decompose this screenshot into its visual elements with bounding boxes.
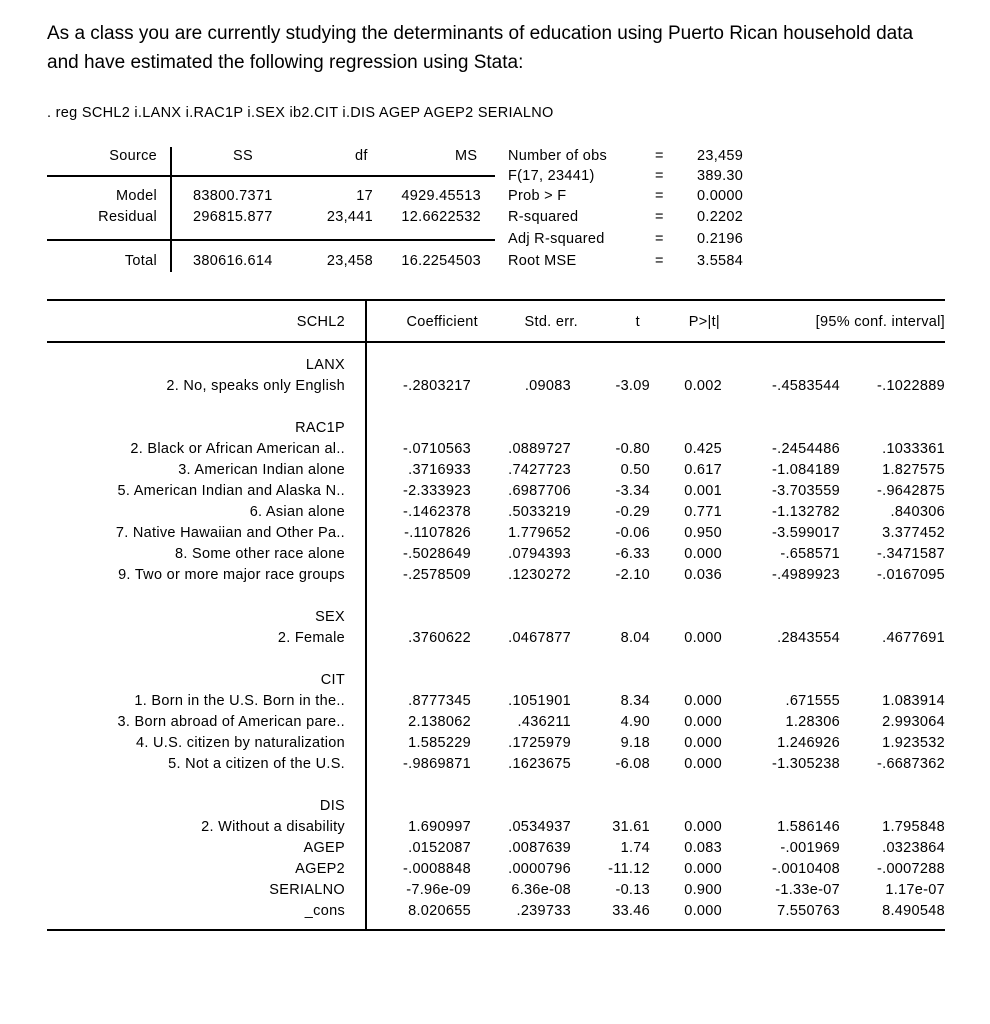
cell-hi: 8.490548 bbox=[882, 903, 945, 919]
group-header-cit bbox=[0, 670, 990, 691]
table-row bbox=[0, 691, 990, 712]
variable-label: 8. Some other race alone bbox=[174, 546, 345, 562]
stat-label: Root MSE bbox=[508, 253, 577, 269]
cell-lo: 1.246926 bbox=[777, 735, 840, 751]
group-header-sex bbox=[0, 607, 990, 628]
cell-t: 4.90 bbox=[620, 714, 650, 730]
table-row bbox=[0, 502, 990, 523]
group-header-rac1p bbox=[0, 418, 990, 439]
group-name: LANX bbox=[305, 357, 345, 373]
cell-p: 0.000 bbox=[684, 861, 722, 877]
stat-equals: = bbox=[655, 253, 664, 269]
group-header-lanx bbox=[0, 355, 990, 376]
cell-hi: 1.827575 bbox=[882, 462, 945, 478]
header-std-err: Std. err. bbox=[524, 314, 578, 330]
header-t: t bbox=[635, 314, 640, 330]
variable-label: AGEP bbox=[303, 840, 345, 856]
cell-se: .0000796 bbox=[508, 861, 571, 877]
cell-hi: -.0167095 bbox=[876, 567, 945, 583]
variable-label: SERIALNO bbox=[269, 882, 345, 898]
anova-source: Model bbox=[116, 188, 157, 204]
variable-label: 6. Asian alone bbox=[249, 504, 345, 520]
cell-hi: 1.923532 bbox=[882, 735, 945, 751]
cell-se: .239733 bbox=[516, 903, 571, 919]
cell-hi: 1.17e-07 bbox=[885, 882, 945, 898]
group-header-dis bbox=[0, 796, 990, 817]
cell-t: 8.34 bbox=[620, 693, 650, 709]
cell-p: 0.000 bbox=[684, 903, 722, 919]
divider bbox=[47, 239, 495, 241]
cell-lo: 1.586146 bbox=[777, 819, 840, 835]
cell-coef: -7.96e-09 bbox=[406, 882, 471, 898]
table-row bbox=[0, 439, 990, 460]
table-row bbox=[0, 544, 990, 565]
cell-se: .7427723 bbox=[508, 462, 571, 478]
stat-equals: = bbox=[655, 148, 664, 164]
cell-p: 0.000 bbox=[684, 714, 722, 730]
cell-t: 33.46 bbox=[612, 903, 650, 919]
cell-lo: .2843554 bbox=[777, 630, 840, 646]
table-row bbox=[0, 481, 990, 502]
variable-label: 2. Without a disability bbox=[201, 819, 345, 835]
cell-p: 0.950 bbox=[684, 525, 722, 541]
cell-hi: .4677691 bbox=[882, 630, 945, 646]
variable-label: 4. U.S. citizen by naturalization bbox=[136, 735, 345, 751]
cell-coef: .8777345 bbox=[408, 693, 471, 709]
cell-hi: 1.083914 bbox=[882, 693, 945, 709]
cell-t: -0.06 bbox=[615, 525, 650, 541]
cell-p: 0.001 bbox=[684, 483, 722, 499]
coef-header-row bbox=[0, 312, 990, 333]
cell-coef: 1.690997 bbox=[408, 819, 471, 835]
stat-equals: = bbox=[655, 231, 664, 247]
cell-se: .0467877 bbox=[508, 630, 571, 646]
anova-source: Total bbox=[124, 253, 157, 269]
stata-command: . reg SCHL2 i.LANX i.RAC1P i.SEX ib2.CIT i.DIS AGEP AGEP2 SERIALNO bbox=[47, 105, 554, 121]
stat-label: R-squared bbox=[508, 209, 579, 225]
cell-coef: .3716933 bbox=[408, 462, 471, 478]
group-name: DIS bbox=[319, 798, 345, 814]
group-name: CIT bbox=[320, 672, 345, 688]
cell-coef: -.0710563 bbox=[402, 441, 471, 457]
divider bbox=[47, 341, 945, 343]
cell-p: 0.000 bbox=[684, 546, 722, 562]
cell-se: .1051901 bbox=[508, 693, 571, 709]
cell-se: .0534937 bbox=[508, 819, 571, 835]
table-row bbox=[0, 733, 990, 754]
stat-label: Prob > F bbox=[508, 188, 567, 204]
cell-p: 0.083 bbox=[684, 840, 722, 856]
cell-hi: 3.377452 bbox=[882, 525, 945, 541]
cell-se: .0889727 bbox=[508, 441, 571, 457]
cell-se: .0087639 bbox=[508, 840, 571, 856]
cell-se: .436211 bbox=[517, 714, 571, 730]
variable-label: 3. Born abroad of American pare.. bbox=[117, 714, 345, 730]
cell-se: .09083 bbox=[524, 378, 571, 394]
group-name: SEX bbox=[315, 609, 345, 625]
cell-hi: -.6687362 bbox=[876, 756, 945, 772]
intro-line-1: As a class you are currently studying the determinants of education using Puerto Rican household data bbox=[47, 23, 914, 44]
cell-t: 0.50 bbox=[620, 462, 650, 478]
anova-ms: 12.6622532 bbox=[401, 209, 481, 225]
stat-label: F(17, 23441) bbox=[508, 168, 595, 184]
table-row bbox=[0, 901, 990, 922]
cell-hi: -.1022889 bbox=[876, 378, 945, 394]
cell-hi: -.3471587 bbox=[876, 546, 945, 562]
anova-df: 23,441 bbox=[326, 209, 373, 225]
cell-p: 0.617 bbox=[684, 462, 722, 478]
table-row bbox=[0, 880, 990, 901]
stat-value: 23,459 bbox=[697, 148, 744, 164]
stat-equals: = bbox=[655, 188, 664, 204]
table-row bbox=[0, 628, 990, 649]
cell-coef: .0152087 bbox=[408, 840, 471, 856]
divider bbox=[47, 175, 495, 177]
table-row bbox=[0, 859, 990, 880]
variable-label: AGEP2 bbox=[295, 861, 345, 877]
anova-source: Residual bbox=[98, 209, 157, 225]
cell-t: -0.29 bbox=[615, 504, 650, 520]
cell-lo: -.4583544 bbox=[771, 378, 840, 394]
cell-se: 1.779652 bbox=[508, 525, 571, 541]
cell-lo: -.658571 bbox=[780, 546, 840, 562]
divider bbox=[47, 929, 945, 931]
cell-hi: -.0007288 bbox=[876, 861, 945, 877]
cell-lo: -.2454486 bbox=[771, 441, 840, 457]
cell-se: .0794393 bbox=[508, 546, 571, 562]
table-row bbox=[0, 754, 990, 775]
stat-value: 0.2196 bbox=[697, 231, 744, 247]
anova-header-ss: SS bbox=[233, 148, 253, 164]
cell-lo: 1.28306 bbox=[785, 714, 840, 730]
cell-t: -2.10 bbox=[615, 567, 650, 583]
cell-se: .1725979 bbox=[508, 735, 571, 751]
cell-t: 8.04 bbox=[620, 630, 650, 646]
variable-label: 1. Born in the U.S. Born in the.. bbox=[134, 693, 345, 709]
cell-hi: 2.993064 bbox=[882, 714, 945, 730]
anova-header-ms: MS bbox=[455, 148, 478, 164]
cell-lo: -3.599017 bbox=[771, 525, 840, 541]
cell-p: 0.000 bbox=[684, 630, 722, 646]
cell-lo: -1.305238 bbox=[771, 756, 840, 772]
header-coefficient: Coefficient bbox=[406, 314, 478, 330]
cell-se: .1623675 bbox=[508, 756, 571, 772]
stat-value: 0.2202 bbox=[697, 209, 744, 225]
table-row bbox=[0, 565, 990, 586]
table-row bbox=[0, 376, 990, 397]
cell-lo: -.4989923 bbox=[771, 567, 840, 583]
cell-p: 0.000 bbox=[684, 819, 722, 835]
variable-label: 5. American Indian and Alaska N.. bbox=[117, 483, 345, 499]
cell-lo: -.001969 bbox=[780, 840, 840, 856]
stat-label: Adj R-squared bbox=[508, 231, 605, 247]
variable-label: 2. Female bbox=[277, 630, 345, 646]
cell-t: -6.33 bbox=[615, 546, 650, 562]
cell-p: 0.000 bbox=[684, 735, 722, 751]
cell-coef: .3760622 bbox=[408, 630, 471, 646]
cell-coef: -.0008848 bbox=[402, 861, 471, 877]
cell-coef: -2.333923 bbox=[402, 483, 471, 499]
stat-equals: = bbox=[655, 209, 664, 225]
cell-t: -0.13 bbox=[615, 882, 650, 898]
cell-lo: -1.33e-07 bbox=[775, 882, 840, 898]
divider bbox=[47, 299, 945, 301]
table-row bbox=[0, 838, 990, 859]
cell-lo: -1.084189 bbox=[771, 462, 840, 478]
cell-coef: -.2803217 bbox=[402, 378, 471, 394]
variable-label: 5. Not a citizen of the U.S. bbox=[168, 756, 345, 772]
cell-lo: -3.703559 bbox=[771, 483, 840, 499]
stat-value: 389.30 bbox=[697, 168, 744, 184]
stat-equals: = bbox=[655, 168, 664, 184]
variable-label: 9. Two or more major race groups bbox=[118, 567, 345, 583]
cell-se: .1230272 bbox=[508, 567, 571, 583]
cell-t: 31.61 bbox=[612, 819, 650, 835]
cell-coef: 2.138062 bbox=[408, 714, 471, 730]
header-ci: [95% conf. interval] bbox=[815, 314, 945, 330]
cell-hi: .1033361 bbox=[882, 441, 945, 457]
cell-se: .6987706 bbox=[508, 483, 571, 499]
header-depvar: SCHL2 bbox=[296, 314, 345, 330]
cell-coef: -.2578509 bbox=[402, 567, 471, 583]
variable-label: 2. Black or African American al.. bbox=[130, 441, 345, 457]
cell-t: 1.74 bbox=[620, 840, 650, 856]
table-row bbox=[0, 523, 990, 544]
stat-label: Number of obs bbox=[508, 148, 607, 164]
cell-p: 0.000 bbox=[684, 693, 722, 709]
cell-coef: 1.585229 bbox=[408, 735, 471, 751]
stat-value: 3.5584 bbox=[697, 253, 744, 269]
cell-coef: -.5028649 bbox=[402, 546, 471, 562]
variable-label: 3. American Indian alone bbox=[178, 462, 345, 478]
anova-df: 23,458 bbox=[326, 253, 373, 269]
cell-lo: .671555 bbox=[785, 693, 840, 709]
header-p: P>|t| bbox=[688, 314, 720, 330]
cell-lo: -.0010408 bbox=[771, 861, 840, 877]
cell-t: -3.09 bbox=[615, 378, 650, 394]
cell-p: 0.002 bbox=[684, 378, 722, 394]
cell-hi: 1.795848 bbox=[882, 819, 945, 835]
cell-coef: -.9869871 bbox=[402, 756, 471, 772]
anova-ms: 4929.45513 bbox=[401, 188, 481, 204]
variable-label: 2. No, speaks only English bbox=[166, 378, 345, 394]
table-row bbox=[0, 817, 990, 838]
cell-p: 0.900 bbox=[684, 882, 722, 898]
anova-header-df: df bbox=[355, 148, 368, 164]
anova-ss: 83800.7371 bbox=[193, 188, 273, 204]
group-name: RAC1P bbox=[295, 420, 345, 436]
cell-p: 0.425 bbox=[684, 441, 722, 457]
cell-hi: -.9642875 bbox=[876, 483, 945, 499]
stat-value: 0.0000 bbox=[697, 188, 744, 204]
cell-se: .5033219 bbox=[508, 504, 571, 520]
table-row bbox=[0, 712, 990, 733]
anova-ss: 296815.877 bbox=[193, 209, 273, 225]
cell-t: -11.12 bbox=[608, 861, 650, 877]
divider bbox=[170, 147, 172, 272]
cell-t: -3.34 bbox=[615, 483, 650, 499]
cell-t: 9.18 bbox=[620, 735, 650, 751]
cell-hi: .0323864 bbox=[882, 840, 945, 856]
anova-ms: 16.2254503 bbox=[401, 253, 481, 269]
cell-coef: 8.020655 bbox=[408, 903, 471, 919]
variable-label: 7. Native Hawaiian and Other Pa.. bbox=[115, 525, 345, 541]
anova-header-source: Source bbox=[109, 148, 157, 164]
cell-t: -6.08 bbox=[615, 756, 650, 772]
cell-lo: 7.550763 bbox=[777, 903, 840, 919]
cell-p: 0.000 bbox=[684, 756, 722, 772]
cell-coef: -.1462378 bbox=[402, 504, 471, 520]
cell-se: 6.36e-08 bbox=[511, 882, 571, 898]
cell-p: 0.036 bbox=[684, 567, 722, 583]
cell-t: -0.80 bbox=[615, 441, 650, 457]
cell-coef: -.1107826 bbox=[404, 525, 471, 541]
variable-label: _cons bbox=[304, 903, 345, 919]
intro-line-2: and have estimated the following regression using Stata: bbox=[47, 52, 524, 73]
anova-ss: 380616.614 bbox=[193, 253, 273, 269]
anova-df: 17 bbox=[356, 188, 373, 204]
table-row bbox=[0, 460, 990, 481]
cell-p: 0.771 bbox=[684, 504, 722, 520]
cell-hi: .840306 bbox=[890, 504, 945, 520]
cell-lo: -1.132782 bbox=[771, 504, 840, 520]
